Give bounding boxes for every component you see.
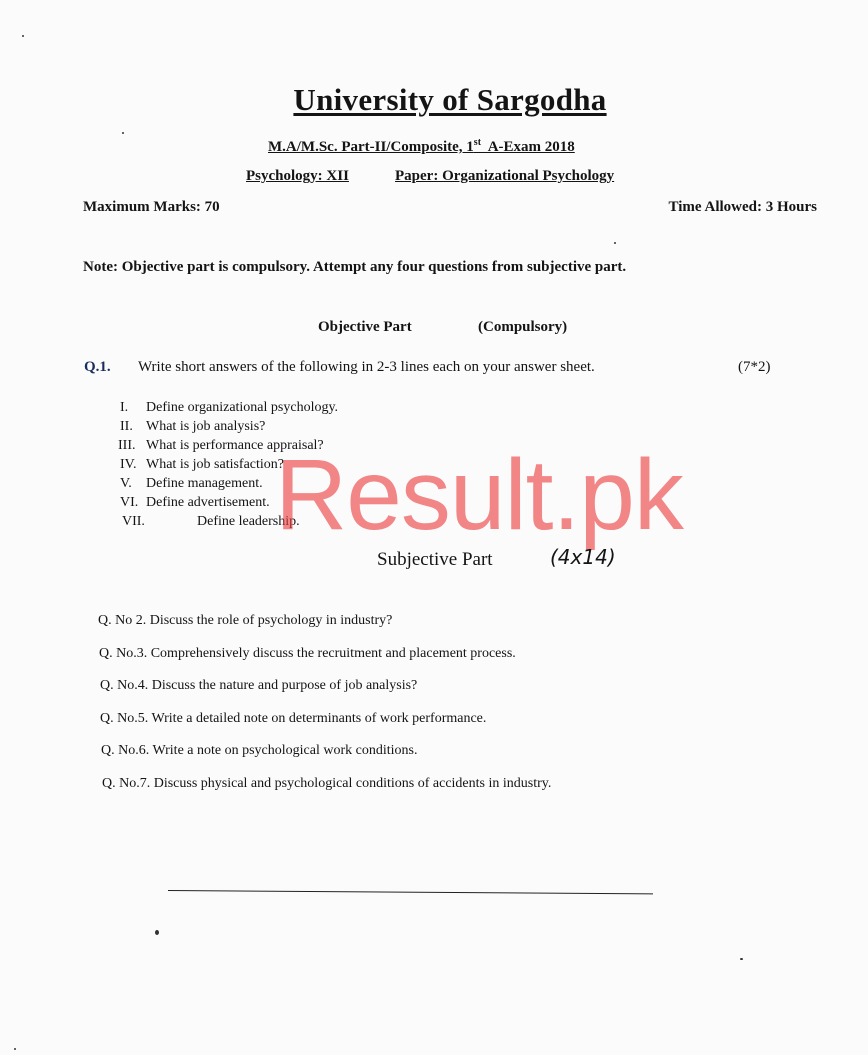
list-item: Q. No 2. Discuss the role of psychology in industry?	[98, 613, 393, 628]
subjective-question-list	[98, 611, 551, 806]
time-allowed: Time Allowed: 3 Hours	[668, 199, 817, 215]
question-1-number: Q.1.	[84, 359, 111, 375]
exam-title-main: M.A/M.Sc. Part-II/Composite, 1	[268, 139, 474, 155]
list-item-numeral: IV.	[120, 457, 137, 472]
list-item	[118, 398, 338, 417]
list-item	[118, 455, 338, 474]
list-item	[118, 512, 338, 531]
list-item: Q. No.5. Write a detailed note on determinants of work performance.	[100, 710, 487, 726]
list-item-numeral: I.	[120, 400, 129, 415]
scan-speck	[155, 930, 159, 935]
question-1-instruction: Write short answers of the following in 2-3 lines each on your answer sheet.	[138, 359, 595, 375]
maximum-marks: Maximum Marks: 70	[83, 199, 220, 215]
list-item: Q. No.7. Discuss physical and psychological conditions of accidents in industry.	[102, 775, 552, 791]
list-item-text: What is performance appraisal?	[146, 438, 324, 453]
list-item	[118, 417, 338, 436]
list-item-text: What is job analysis?	[146, 419, 266, 434]
paper-label: Paper: Organizational Psychology	[395, 168, 615, 184]
list-item-text: Define management.	[146, 476, 263, 491]
result-pk-watermark: Result.pk	[275, 439, 683, 551]
bottom-rule-divider	[168, 890, 653, 894]
short-question-list	[118, 398, 338, 531]
list-item-text: Define organizational psychology.	[146, 400, 339, 415]
list-item-numeral: III.	[118, 438, 136, 453]
exam-title	[268, 137, 575, 156]
scan-speck	[22, 35, 24, 37]
question-1-marks: (7*2)	[738, 359, 771, 375]
instruction-note: Note: Objective part is compulsory. Attempt any four questions from subjective part.	[83, 259, 627, 275]
list-item-text: Define advertisement.	[146, 495, 270, 510]
list-item-text: What is job satisfaction?	[146, 457, 285, 472]
scan-speck	[122, 132, 124, 134]
list-item-numeral: VII.	[122, 514, 145, 529]
exam-title-superscript: st	[473, 137, 482, 148]
objective-part-heading: Objective Part	[318, 319, 412, 335]
subjective-part-heading: Subjective Part	[377, 549, 493, 570]
list-item-numeral: VI.	[120, 495, 139, 510]
list-item	[118, 493, 338, 512]
list-item: Q. No.4. Discuss the nature and purpose of job analysis?	[100, 678, 418, 693]
subject-label: Psychology: XII	[246, 168, 349, 184]
objective-compulsory-label: (Compulsory)	[478, 319, 568, 335]
list-item-numeral: II.	[120, 419, 133, 434]
exam-title-year: A-Exam 2018	[481, 139, 575, 155]
list-item-text: Define leadership.	[197, 514, 300, 529]
list-item	[118, 474, 338, 493]
scan-speck	[14, 1048, 16, 1050]
scan-speck	[614, 242, 616, 244]
list-item: Q. No.3. Comprehensively discuss the recruitment and placement process.	[99, 645, 516, 661]
university-title: University of Sargodha	[293, 82, 607, 117]
scan-speck	[740, 958, 743, 960]
subjective-marks-handwritten: (4x14)	[550, 545, 616, 569]
list-item	[118, 436, 338, 455]
list-item-numeral: V.	[120, 476, 132, 491]
list-item: Q. No.6. Write a note on psychological work conditions.	[101, 743, 418, 758]
